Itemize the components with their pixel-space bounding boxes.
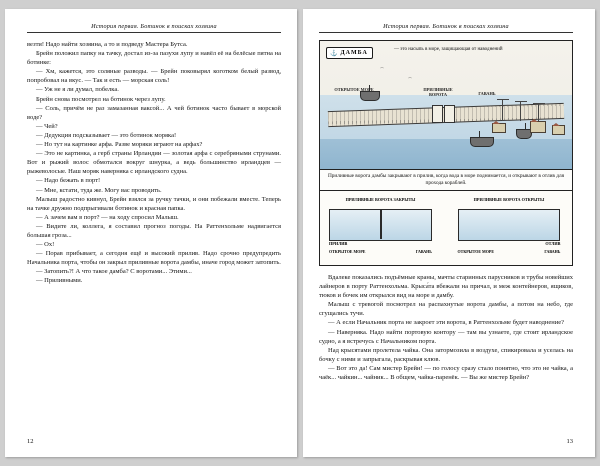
- diagram-state-right: ОТЛИВ: [545, 241, 561, 246]
- tide-gate: [432, 105, 443, 123]
- paragraph: — Чей?: [36, 122, 58, 130]
- paragraph: — А зачем вам в порт? — на ходу спросил Малыш.: [36, 213, 179, 221]
- seagull-icon: ⌒: [380, 67, 384, 72]
- paragraph: — А если Начальник порта не закроет эти ворота, в Раттенхольме будет наводнение?: [328, 319, 565, 327]
- diagram-open-sea-right: ОТКРЫТОЕ МОРЕ: [457, 249, 494, 254]
- harbour-building: [552, 125, 565, 135]
- dam-label-badge: [326, 47, 373, 59]
- paragraph: — Соль, причём не раз замазанная ваксой... А чей ботинок часто бывает в морской воде?: [27, 104, 281, 121]
- seagull-icon: ⌒: [408, 77, 412, 82]
- diagram-harbour-right: ГАВАНЬ: [544, 249, 561, 254]
- ship: [470, 137, 494, 147]
- harbour-building: [492, 123, 506, 133]
- diagram-panel-open: [454, 197, 565, 259]
- running-head-left: История первая. Ботинок в поисках хозяина: [27, 23, 281, 33]
- page-number-left: 12: [27, 438, 34, 445]
- harbour-building: [530, 121, 546, 133]
- paragraph: — Ох!: [36, 241, 55, 249]
- crane: [538, 103, 539, 121]
- paragraph: — Приливными.: [36, 277, 83, 285]
- diagram-gate-closed: [380, 209, 382, 239]
- anchor-icon: ⚓: [330, 50, 339, 57]
- paragraph: Вдалеке показались подъёмные краны, мачты старинных парусников и трубы новейших лайнеров в порту Раттенхольма. Крыса́та вбежали на причал, и меж контейнеров, ящиков, тюков и бочек им открылся вид на море и дамбу.: [319, 274, 573, 300]
- dam-illustration: [319, 40, 573, 266]
- diagram-state-left: ПРИЛИВ: [329, 241, 348, 246]
- paragraph: везти! Надо найти хозяина, а то и подведу Мастера Бутса.: [27, 41, 188, 48]
- crane: [502, 99, 503, 121]
- paragraph: — Вот это да! Сам мистер Брейн! — по голосу сразу стало понятно, что это не чайка, а чаёк... чайкин... чайник... В общем, чайка-паренёк. — Вы же мистер Брейн?: [319, 364, 573, 382]
- paragraph: — Уж не я ли думал, побелка.: [36, 86, 119, 94]
- paragraph: — Затопить?! А что такое дамба? С воротами... Этими...: [36, 268, 192, 276]
- paragraph: — Видите ли, коллега, я составил прогноз погоды. На Раттенхольме надвигается большая гроза...: [27, 222, 281, 239]
- diagram-title-closed: ПРИЛИВНЫЕ ВОРОТА ЗАКРЫТЫ: [345, 197, 416, 202]
- left-page-text: [27, 40, 281, 286]
- left-page: [5, 9, 297, 457]
- dam-artwork: [320, 41, 572, 169]
- paragraph: — Но тут на картинке арфа. Разве моряки играют на арфах?: [36, 141, 203, 149]
- callout-harbour: ГАВАНЬ: [478, 91, 496, 96]
- paragraph: — Это не картинка, а герб страны Ирландии — золотая арфа с серебряными струнами. Вот и рыжий волос обмотался вокруг шнурка, а ведь большинство ирландцев — рыжеволосые. Наш моряк наверняка с ирландского судна.: [27, 150, 281, 176]
- paragraph: — Наверняка. Надо найти портовую контору — там вы узнаете, где стоит ирландское судно, а я встречусь с Начальником порта.: [319, 328, 573, 345]
- callout-tide-gates: ПРИЛИВНЫЕ ВОРОТА: [423, 87, 453, 98]
- paragraph: Малыш радостно кивнул, Брейн взялся за ручку тачки, и они побежали вместе. Теперь на тачке дружно подпрыгивали ботинок и красная папка.: [27, 195, 281, 212]
- harbour-water: [320, 139, 572, 169]
- paragraph: — Дедукция подсказывает — это ботинок моряка!: [36, 131, 177, 139]
- paragraph: Над крысятами пролетела чайка. Она затормозила в воздухе, спикировала и уселась на бочку с ними и запрыгала, раскрывая клюв.: [319, 346, 573, 363]
- right-page: [303, 9, 595, 457]
- tide-gate: [444, 105, 455, 123]
- diagram-title-open: ПРИЛИВНЫЕ ВОРОТА ОТКРЫТЫ: [473, 197, 545, 202]
- running-head-right: История первая. Ботинок в поисках хозяина: [319, 23, 573, 33]
- crane: [520, 101, 521, 121]
- tide-gate-diagram: [320, 190, 572, 265]
- paragraph: — Порав прибывает, а сегодня ещё и высокий прилив. Надо срочно предупредить Начальника порта, чтобы он закрыл приливные ворота дамбы, иначе город может затопить.: [27, 250, 281, 267]
- paragraph: Малыш с тревогой посмотрел на распахнутые ворота дамбы, а потом на небо, где сгущались тучи.: [319, 301, 573, 318]
- paragraph: Брейн положил папку на тачку, достал из-за пазухи лупу и навёл её на белёсые пятна на ботинке:: [27, 50, 281, 67]
- figure-caption: Приливные ворота дамбы закрывают в прилив, когда вода в море поднимается, и открывают в отлив для прохода кораблей.: [320, 169, 572, 190]
- ship: [360, 91, 380, 101]
- diagram-harbour-left: ГАВАНЬ: [415, 249, 432, 254]
- dam-label-note: — это насыпь в море, защищающая от наводнений: [394, 47, 503, 52]
- diagram-water-open: [458, 209, 561, 241]
- diagram-open-sea-left: ОТКРЫТОЕ МОРЕ: [329, 249, 366, 254]
- callout-open-sea: ОТКРЫТОЕ МОРЕ: [334, 87, 374, 92]
- dam-label-text: ДАМБА: [340, 50, 368, 56]
- paragraph: Брейн снова посмотрел на ботинок через лупу.: [36, 95, 166, 103]
- diagram-panel-closed: [325, 197, 436, 259]
- paragraph: — Надо бежать в порт!: [36, 177, 101, 185]
- right-page-text: [319, 273, 573, 382]
- paragraph: — Хм, кажется, это соляные разводы. — Брейн поковырял коготком белый развод, попробовал на вкус. — Так и есть — морская соль!: [27, 68, 281, 85]
- paragraph: — Мне, кстати, туда же. Могу вас проводить.: [36, 186, 162, 194]
- page-number-right: 13: [566, 438, 573, 445]
